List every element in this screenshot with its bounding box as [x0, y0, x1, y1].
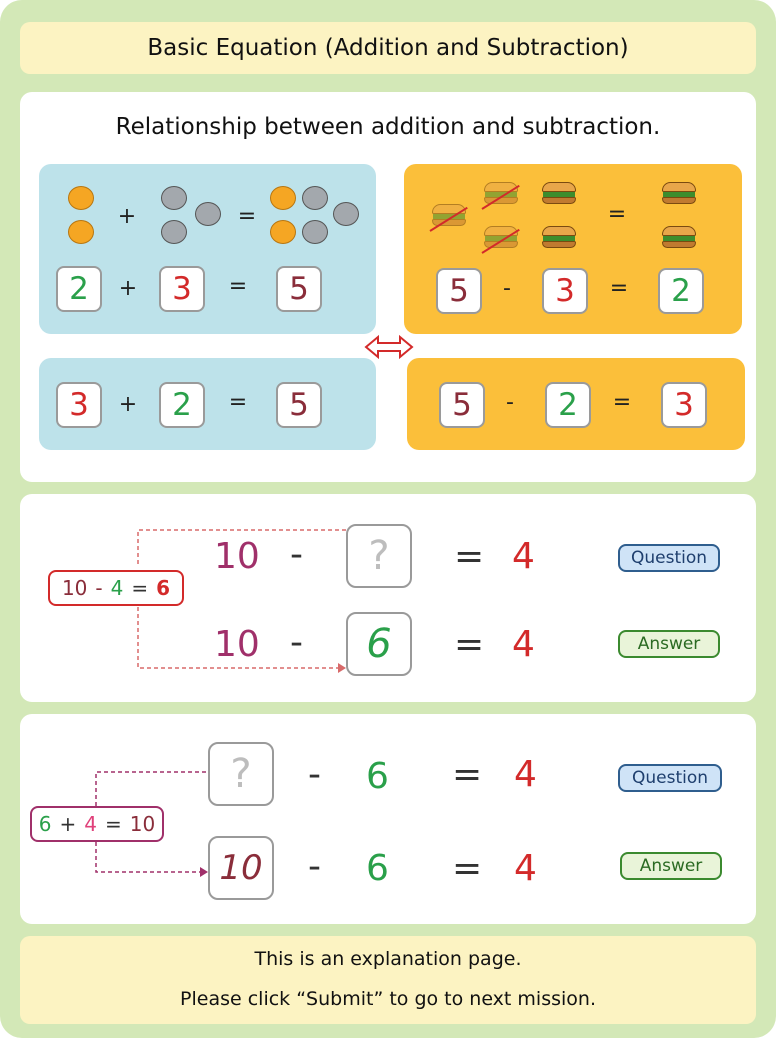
operator: -	[308, 846, 321, 887]
answer-label: Answer	[618, 630, 720, 658]
grey-fruit-icon	[161, 186, 187, 210]
answer-box: 10	[208, 836, 274, 900]
answer-label: Answer	[620, 852, 722, 880]
subtrahend: 6	[366, 756, 389, 797]
hint-number: 6	[156, 576, 171, 600]
result: 4	[514, 754, 537, 795]
operator: =	[612, 390, 632, 415]
result: 4	[512, 536, 535, 577]
question-label: Question	[618, 764, 722, 792]
orange-icon	[68, 220, 94, 244]
addition-example-panel	[20, 714, 756, 924]
instruction-footer	[20, 936, 756, 1024]
number-box: 2	[658, 268, 704, 314]
operator: =	[228, 390, 248, 415]
hint-operator: +	[59, 812, 77, 836]
panel-subtitle: Relationship between addition and subtraction.	[115, 114, 661, 140]
number-box: 5	[439, 382, 485, 428]
burger-icon	[542, 182, 576, 204]
number-box: 3	[661, 382, 707, 428]
operator: +	[118, 392, 138, 417]
operator: =	[454, 536, 485, 577]
instruction-line-1: This is an explanation page.	[254, 948, 522, 970]
minuend: 10	[214, 536, 260, 577]
operator: -	[308, 754, 321, 795]
question-label: Question	[618, 544, 720, 572]
number-box: 3	[56, 382, 102, 428]
hint-operator: =	[131, 576, 149, 600]
addition-picture-card	[39, 164, 376, 334]
burger-icon	[662, 182, 696, 204]
operator: =	[454, 624, 485, 665]
burger-icon	[484, 182, 518, 204]
grey-fruit-icon	[333, 202, 359, 226]
instruction-line-2: Please click “Submit” to go to next mission.	[180, 988, 596, 1010]
page-title: Basic Equation (Addition and Subtraction)	[20, 22, 756, 74]
orange-icon	[270, 220, 296, 244]
equals-sign: =	[607, 202, 627, 227]
result: 4	[514, 848, 537, 889]
number-box: 2	[159, 382, 205, 428]
hint-equation	[48, 570, 184, 606]
question-box[interactable]	[208, 742, 274, 806]
grey-fruit-icon	[195, 202, 221, 226]
operator: -	[506, 390, 514, 415]
hint-number: 6	[38, 812, 52, 836]
addition-card	[39, 358, 376, 450]
hint-operator: =	[105, 812, 122, 836]
number-box: 5	[436, 268, 482, 314]
hint-number: 4	[110, 576, 124, 600]
question-mark: ?	[230, 751, 252, 797]
hint-equation	[30, 806, 164, 842]
subtraction-card	[407, 358, 745, 450]
operator: =	[452, 754, 483, 795]
grey-fruit-icon	[302, 186, 328, 210]
result: 4	[512, 624, 535, 665]
hint-number: 10	[129, 812, 156, 836]
hint-number: 10	[61, 576, 88, 600]
subtrahend: 6	[366, 848, 389, 889]
plus-sign: +	[117, 204, 137, 229]
grey-fruit-icon	[161, 220, 187, 244]
hint-number: 4	[84, 812, 97, 836]
equals-sign: =	[237, 204, 257, 229]
question-box[interactable]	[346, 524, 412, 588]
relationship-panel	[20, 92, 756, 482]
operator: =	[609, 276, 629, 301]
burger-icon	[662, 226, 696, 248]
operator: =	[452, 848, 483, 889]
number-box: 3	[159, 266, 205, 312]
operator: -	[503, 276, 511, 301]
operator: -	[290, 622, 303, 663]
number-box: 5	[276, 382, 322, 428]
hint-operator: -	[95, 576, 103, 600]
number-box: 5	[276, 266, 322, 312]
question-mark: ?	[368, 533, 390, 579]
number-box: 2	[56, 266, 102, 312]
number-box: 2	[545, 382, 591, 428]
subtraction-picture-card	[404, 164, 742, 334]
operator: -	[290, 534, 303, 575]
minuend: 10	[214, 624, 260, 665]
answer-box: 6	[346, 612, 412, 676]
grey-fruit-icon	[302, 220, 328, 244]
operator: =	[228, 274, 248, 299]
orange-icon	[270, 186, 296, 210]
number-box: 3	[542, 268, 588, 314]
subtraction-example-panel	[20, 494, 756, 702]
burger-icon	[484, 226, 518, 248]
burger-icon	[432, 204, 466, 226]
double-arrow-icon	[364, 332, 414, 362]
operator: +	[118, 276, 138, 301]
orange-icon	[68, 186, 94, 210]
burger-icon	[542, 226, 576, 248]
